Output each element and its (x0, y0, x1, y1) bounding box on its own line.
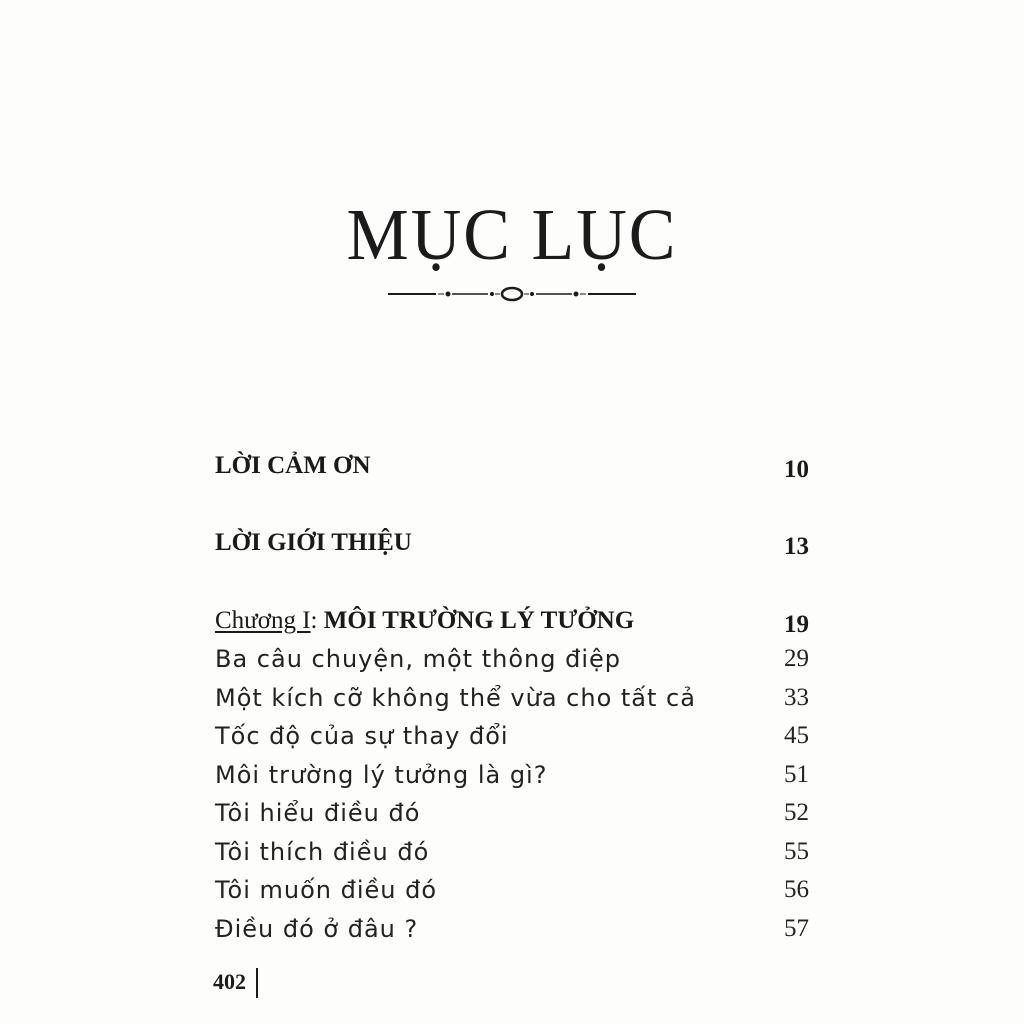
toc-entry-page: 19 (784, 611, 809, 638)
page-number-divider (256, 968, 258, 998)
page-number: 402 (213, 969, 246, 994)
toc-entry-page: 10 (784, 456, 809, 483)
toc-item (215, 633, 809, 673)
toc-item-label: Tôi hiểu điều đó (215, 799, 421, 827)
toc-item (215, 787, 809, 827)
toc-item-label: Tốc độ của sự thay đổi (215, 722, 509, 750)
chapter-title: MÔI TRƯỜNG LÝ TƯỞNG (323, 607, 635, 634)
toc-item-page: 57 (784, 915, 809, 942)
toc-item-label: Điều đó ở đâu ? (215, 915, 419, 943)
toc-entry-loi-cam-on (215, 440, 809, 483)
toc-entry-loi-gioi-thieu (215, 517, 809, 560)
chapter-colon: : (310, 607, 318, 634)
toc-chapter-1 (215, 595, 809, 638)
toc-item (215, 672, 809, 712)
toc-entry-page: 13 (784, 533, 809, 560)
page-title: MỤC LỤC (346, 195, 678, 276)
toc-entry-label: LỜI CẢM ƠN (215, 452, 371, 479)
toc-item-label: Môi trường lý tưởng là gì? (215, 761, 548, 789)
toc-item (215, 826, 809, 866)
toc-item-page: 29 (784, 645, 809, 672)
toc-entry-label: LỜI GIỚI THIỆU (215, 529, 412, 556)
toc-item-page: 52 (784, 799, 809, 826)
toc-item (215, 710, 809, 750)
toc-item (215, 903, 809, 943)
toc-item-page: 45 (784, 722, 809, 749)
toc-item-label: Một kích cỡ không thể vừa cho tất cả (215, 684, 696, 712)
toc-chapter-label (215, 607, 634, 635)
ornament-divider (388, 283, 636, 305)
toc-item-page: 33 (784, 684, 809, 711)
toc-item-label: Ba câu chuyện, một thông điệp (215, 645, 621, 673)
toc-item-label: Tôi thích điều đó (215, 838, 430, 866)
toc-item-page: 51 (784, 761, 809, 788)
toc-item-page: 56 (784, 876, 809, 903)
toc-item-label: Tôi muốn điều đó (215, 876, 438, 904)
toc-item (215, 749, 809, 789)
toc-item (215, 864, 809, 904)
chapter-number: Chương I (215, 607, 311, 634)
toc-item-page: 55 (784, 838, 809, 865)
